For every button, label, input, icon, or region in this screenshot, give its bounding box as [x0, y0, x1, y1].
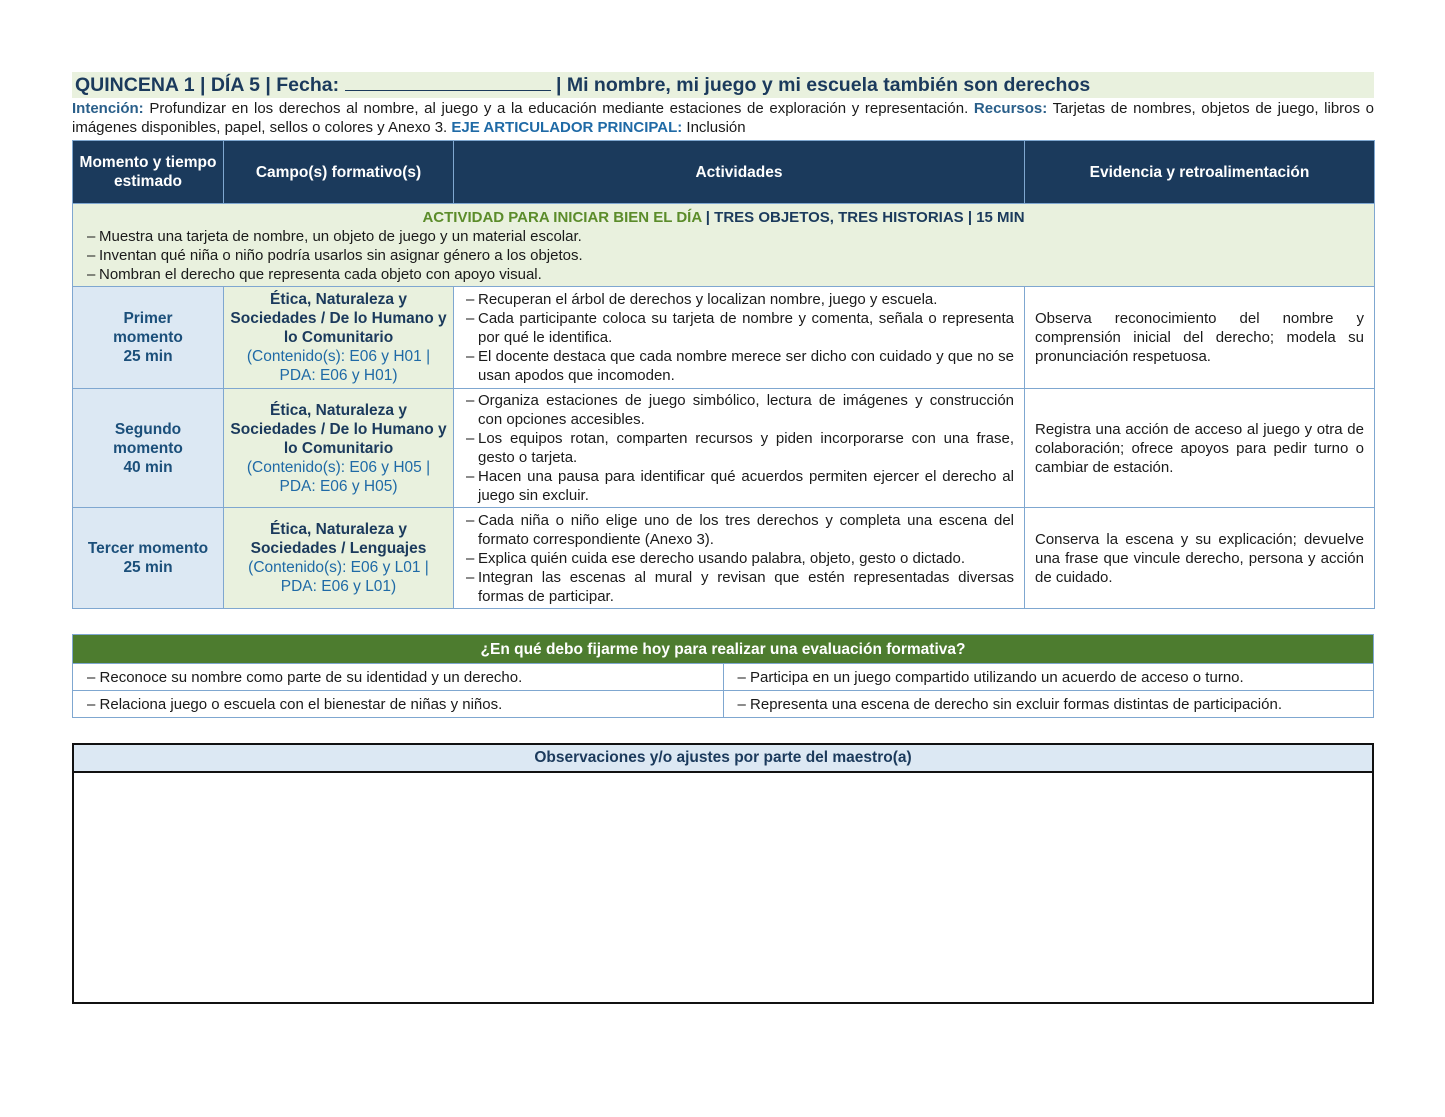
date-blank-line: [345, 74, 551, 91]
header-campo: Campo(s) formativo(s): [224, 141, 454, 204]
list-item: – Muestra una tarjeta de nombre, un objeto de juego y un material escolar.: [87, 227, 1360, 246]
activities-table: [72, 140, 1375, 609]
evaluation-item-text: – Relaciona juego o escuela con el bienestar de niñas y niños.: [87, 696, 502, 713]
moment-duration: 40 min: [123, 458, 173, 476]
list-item: – Nombran el derecho que representa cada objeto con apoyo visual.: [87, 265, 1360, 284]
list-item: – Recuperan el árbol de derechos y localizan nombre, juego y escuela.: [466, 290, 1014, 309]
lesson-plan-page: [72, 72, 1374, 1004]
activities-cell: [454, 389, 1025, 508]
campo-name: Ética, Naturaleza y Sociedades / De lo Humano y lo Comunitario: [230, 291, 447, 346]
moment-label: momento: [113, 329, 183, 346]
table-row: [73, 389, 1375, 508]
list-item: – Organiza estaciones de juego simbólico, lectura de imágenes y construcción con opciones accesibles.: [466, 391, 1014, 429]
page-title: [72, 72, 1374, 98]
list-item: – El docente destaca que cada nombre merece ser dicho con cuidado y que no se usan apodos que incomoden.: [466, 347, 1014, 385]
day-start-cell: [73, 204, 1375, 287]
table-header-row: [73, 141, 1375, 204]
moment-duration: 25 min: [123, 559, 173, 576]
campo-contenido: (Contenido(s): E06 y L01 | PDA: E06 y L01): [248, 559, 429, 595]
campo-name: Ética, Naturaleza y Sociedades / De lo Humano y lo Comunitario: [230, 401, 447, 457]
evaluation-item-text: – Representa una escena de derecho sin excluir formas distintas de participación.: [738, 696, 1282, 713]
campo-cell: [224, 508, 454, 609]
activities-cell: [454, 287, 1025, 389]
evaluation-item: [723, 691, 1374, 718]
evidence-cell: Registra una acción de acceso al juego y otra de colaboración; ofrece apoyos para pedir turno o cambiar de estación.: [1025, 389, 1375, 508]
evaluation-item-text: – Reconoce su nombre como parte de su identidad y un derecho.: [87, 669, 522, 686]
moment-duration: 25 min: [123, 348, 173, 365]
day-start-row: [73, 204, 1375, 287]
table-row: [73, 691, 1374, 718]
header-actividades: Actividades: [454, 141, 1025, 204]
recursos-label: Recursos:: [973, 100, 1048, 117]
evidence-cell: Observa reconocimiento del nombre y comprensión inicial del derecho; modela su pronunciación respetuosa.: [1025, 287, 1375, 389]
evaluation-title: ¿En qué debo fijarme hoy para realizar una evaluación formativa?: [73, 635, 1374, 664]
list-item: – Inventan qué niña o niño podría usarlos sin asignar género a los objetos.: [87, 246, 1360, 265]
list-item: – Cada participante coloca su tarjeta de nombre y comenta, señala o representa por qué le identifica.: [466, 309, 1014, 347]
eje-label: EJE ARTICULADOR PRINCIPAL:: [451, 119, 683, 136]
moment-label: Tercer momento: [87, 540, 209, 557]
moment-cell: [73, 287, 224, 389]
recursos-text: Tarjetas de nombres, objetos de juego, libros o imágenes disponibles, papel, sellos o colores y Anexo 3.: [72, 100, 1374, 136]
observations-title: Observaciones y/o ajustes por parte del maestro(a): [74, 745, 1372, 773]
table-row: [73, 508, 1375, 609]
evaluation-item: [723, 664, 1374, 691]
list-item: – Los equipos rotan, comparten recursos y piden incorporarse con una frase, gesto o tarjeta.: [466, 429, 1014, 467]
eje-text: Inclusión: [682, 119, 746, 136]
evidence-cell: Conserva la escena y su explicación; devuelve una frase que vincule derecho, persona y acción de cuidado.: [1025, 508, 1375, 609]
moment-label: Segundo: [114, 420, 182, 438]
intro-paragraph: [72, 99, 1374, 137]
list-item: – Integran las escenas al mural y revisan que estén representadas diversas formas de participar.: [466, 568, 1014, 606]
campo-cell: [224, 287, 454, 389]
table-row: [73, 287, 1375, 389]
campo-cell: [224, 389, 454, 508]
moment-label: momento: [113, 439, 183, 457]
evaluation-item-text: – Participa en un juego compartido utilizando un acuerdo de acceso o turno.: [738, 669, 1244, 686]
campo-name: Ética, Naturaleza y Sociedades / Lenguajes: [250, 521, 427, 557]
day-start-list: [87, 227, 1360, 284]
day-start-title-green: ACTIVIDAD PARA INICIAR BIEN EL DÍA: [422, 209, 702, 226]
observations-box: [72, 743, 1374, 1004]
evaluation-item: [73, 691, 724, 718]
moment-cell: [73, 389, 224, 508]
activities-cell: [454, 508, 1025, 609]
title-prefix: QUINCENA 1 | DÍA 5 | Fecha:: [75, 74, 340, 96]
list-item: – Hacen una pausa para identificar qué acuerdos permiten ejercer el derecho al juego sin excluir.: [466, 467, 1014, 505]
header-evidencia: Evidencia y retroalimentación: [1025, 141, 1375, 204]
list-item: – Cada niña o niño elige uno de los tres derechos y completa una escena del formato correspondiente (Anexo 3).: [466, 511, 1014, 549]
moment-cell: [73, 508, 224, 609]
day-start-title: [87, 208, 1360, 227]
header-momento: Momento y tiempo estimado: [73, 141, 224, 204]
intencion-label: Intención:: [72, 100, 144, 117]
campo-contenido: (Contenido(s): E06 y H05 | PDA: E06 y H05): [246, 458, 431, 495]
title-suffix: | Mi nombre, mi juego y mi escuela también son derechos: [555, 74, 1091, 96]
moment-label: Primer: [123, 310, 173, 327]
list-item: – Explica quién cuida ese derecho usando palabra, objeto, gesto o dictado.: [466, 549, 1014, 568]
evaluation-table: [72, 634, 1374, 718]
intencion-text: Profundizar en los derechos al nombre, al juego y a la educación mediante estaciones de exploración y representación.: [143, 100, 974, 117]
table-row: [73, 664, 1374, 691]
evaluation-item: [73, 664, 724, 691]
observations-writing-area[interactable]: [74, 773, 1372, 1002]
campo-contenido: (Contenido(s): E06 y H01 | PDA: E06 y H01): [246, 348, 431, 384]
day-start-title-rest: | TRES OBJETOS, TRES HISTORIAS | 15 MIN: [701, 209, 1025, 226]
